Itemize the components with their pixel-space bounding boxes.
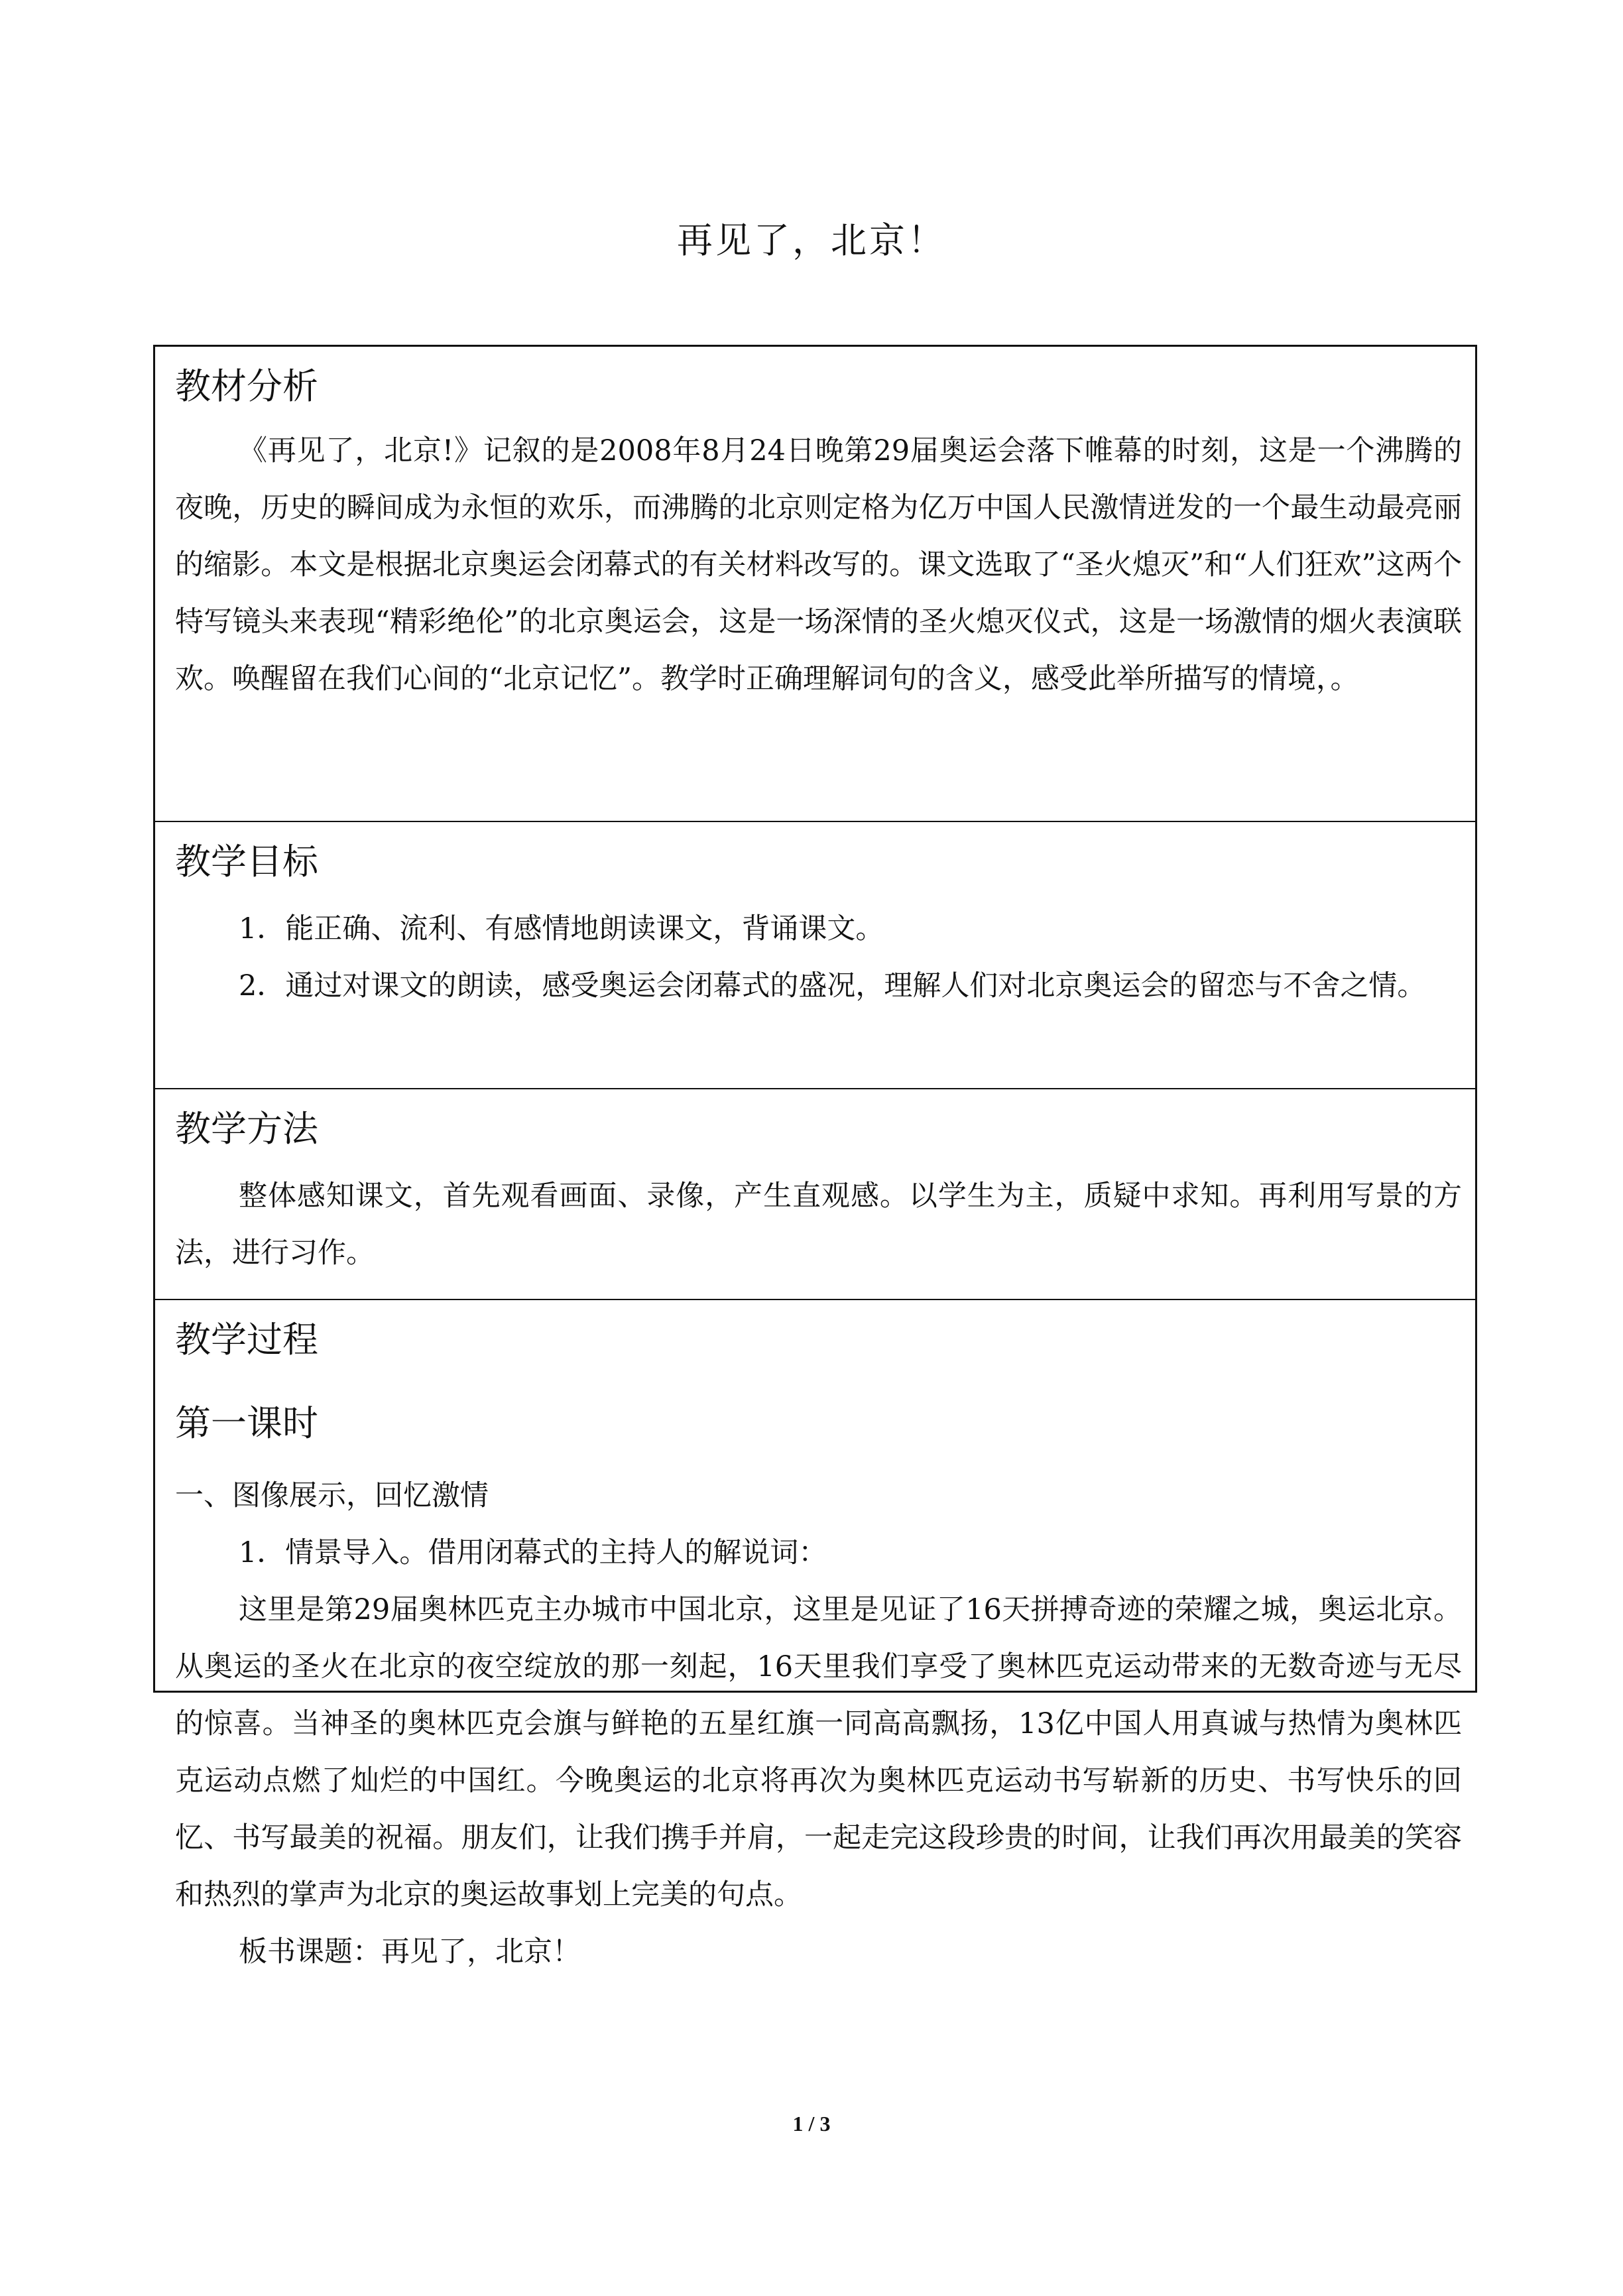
process-paragraph: 这里是第29届奥林匹克主办城市中国北京，这里是见证了16天拼搏奇迹的荣耀之城，奥运北京。从奥运的圣火在北京的夜空绽放的那一刻起，16天里我们享受了奥林匹克运动带来的无数奇迹与无尽的惊喜。当神圣的奥林匹克会旗与鲜艳的五星红旗一同高高飘扬，13亿中国人用真诚与热情为奥林匹克运动点燃了灿烂的中国红。今晚奥运的北京将再次为奥林匹克运动书写崭新的历史、书写快乐的回忆、书写最美的祝福。朋友们，让我们携手并肩，一起走完这段珍贵的时间，让我们再次用最美的笑容和热烈的掌声为北京的奥运故事划上完美的句点。 — [175, 1593, 1462, 1911]
section-heading: 教学方法 — [175, 1108, 318, 1150]
goal-item: 2．通过对课文的朗读，感受奥运会闭幕式的盛况，理解人们对北京奥运会的留恋与不舍之情。 — [239, 969, 1426, 1002]
section-heading: 教学目标 — [175, 841, 318, 882]
section-teaching-goals — [155, 821, 1475, 1088]
section-teaching-process — [155, 1299, 1475, 1968]
section-textbook-analysis — [155, 367, 1475, 821]
lesson-plan-table — [153, 345, 1477, 1968]
lesson-period-heading: 第一课时 — [175, 1402, 318, 1444]
section-heading: 教学过程 — [175, 1319, 318, 1360]
process-paragraph: 板书课题：再见了，北京！ — [239, 1935, 581, 1968]
method-paragraph: 整体感知课文，首先观看画面、录像，产生直观感。以学生为主，质疑中求知。再利用写景的方法，进行习作。 — [175, 1179, 1462, 1270]
analysis-paragraph: 《再见了，北京!》记叙的是2008年8月24日晚第29届奥运会落下帷幕的时刻，这是一个沸腾的夜晚，历史的瞬间成为永恒的欢乐，而沸腾的北京则定格为亿万中国人民激情迸发的一个最生动最亮丽的缩影。本文是根据北京奥运会闭幕式的有关材料改写的。课文选取了“圣火熄灭”和“人们狂欢”这两个特写镜头来表现“精彩绝伦”的北京奥运会，这是一场深情的圣火熄灭仪式，这是一场激情的烟火表演联欢。唤醒留在我们心间的“北京记忆”。教学时正确理解词句的含义，感受此举所描写的情境，。 — [175, 434, 1462, 695]
process-step-heading: 一、图像展示，回忆激情 — [175, 1479, 489, 1512]
goal-item: 1．能正确、流利、有感情地朗读课文，背诵课文。 — [239, 912, 884, 945]
section-teaching-method — [155, 1088, 1475, 1299]
page-title: 再见了，北京！ — [677, 219, 946, 261]
process-paragraph: 1．情景导入。借用闭幕式的主持人的解说词： — [239, 1536, 827, 1569]
section-heading: 教材分析 — [175, 365, 318, 407]
page-number: 1 / 3 — [792, 2112, 831, 2136]
